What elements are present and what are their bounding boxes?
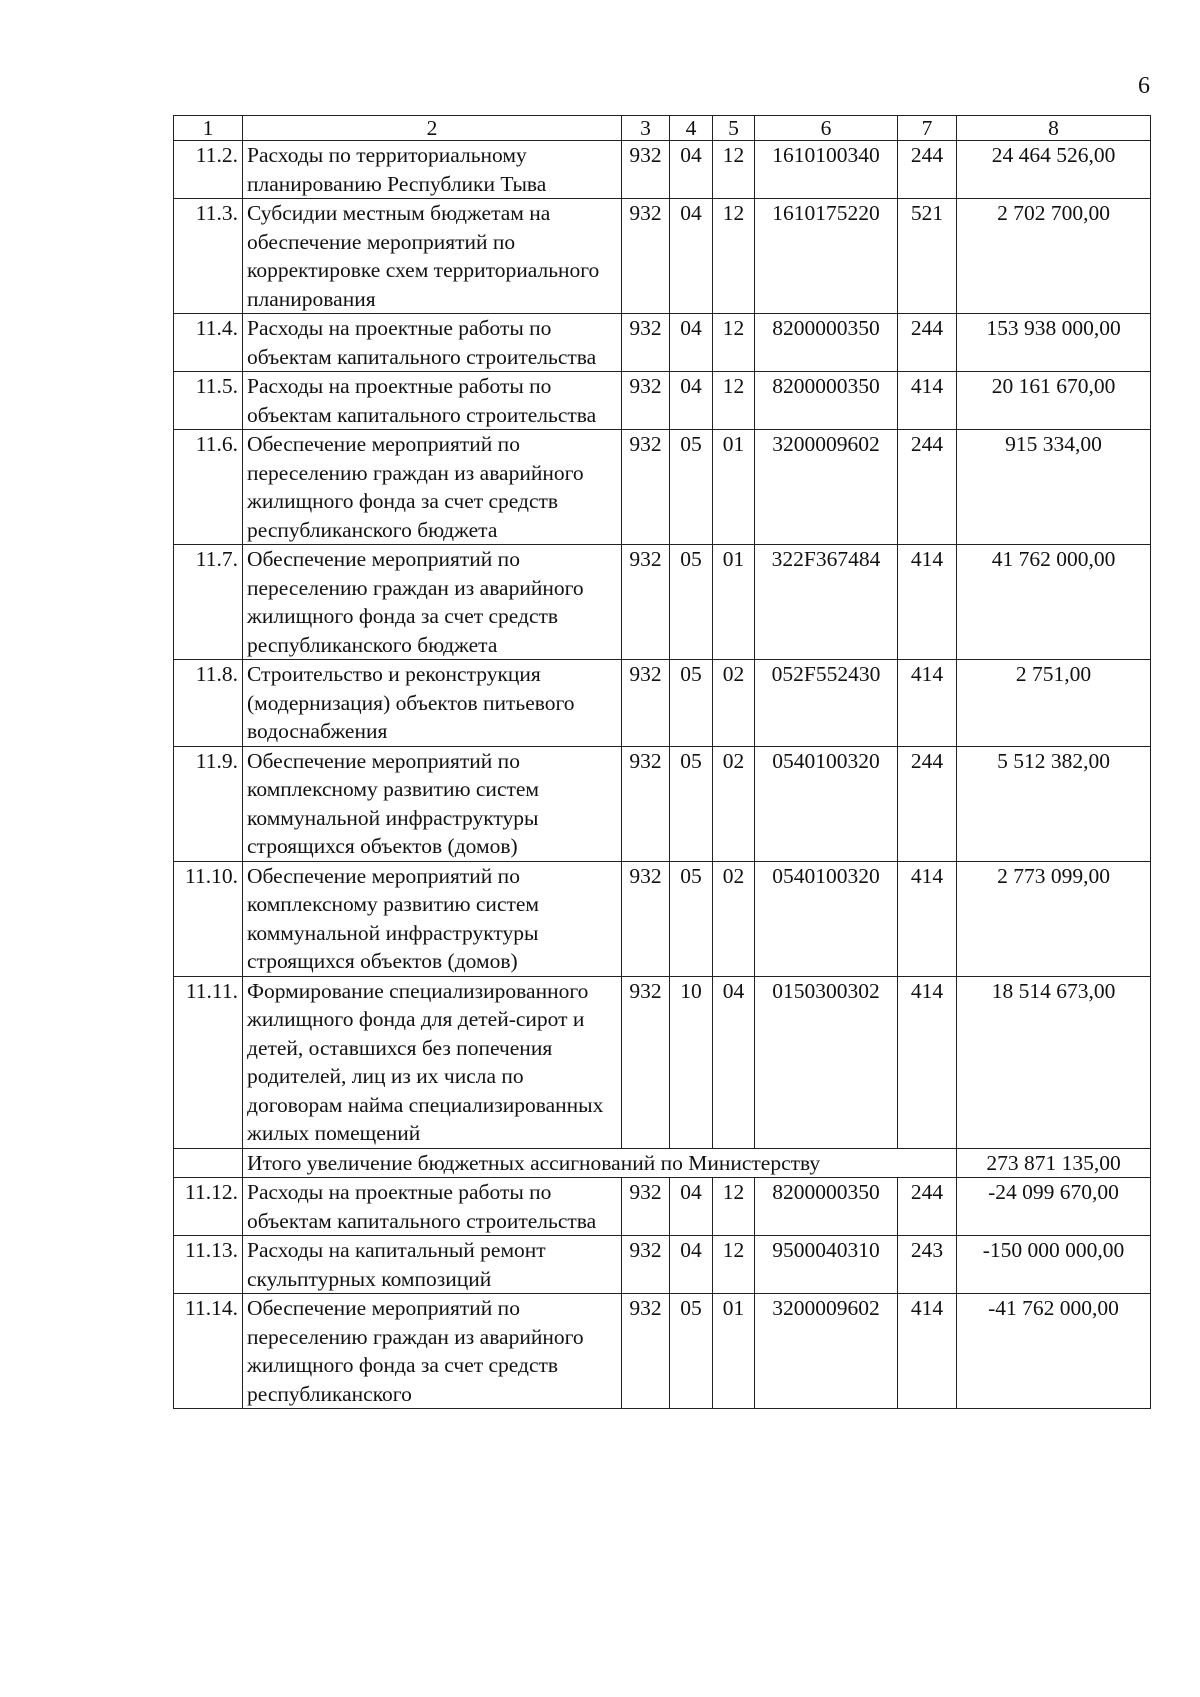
row-number: 11.10.: [174, 861, 243, 976]
target-article-code: 9500040310: [755, 1236, 898, 1294]
table-row: [174, 1178, 1151, 1236]
table-row: [174, 976, 1151, 1148]
expense-type-code: 243: [898, 1236, 957, 1294]
row-description: Расходы на проектные работы по объектам капитального строительства: [243, 372, 622, 430]
subsection-code: 12: [713, 314, 755, 372]
column-header: 2: [243, 116, 622, 141]
expense-type-code: 244: [898, 430, 957, 545]
ministry-code: 932: [622, 1178, 670, 1236]
row-number: 11.9.: [174, 746, 243, 861]
total-label: Итого увеличение бюджетных ассигнований по Министерству: [243, 1148, 957, 1178]
row-amount: 153 938 000,00: [957, 314, 1151, 372]
column-header: 5: [713, 116, 755, 141]
expense-type-code: 414: [898, 545, 957, 660]
expense-type-code: 414: [898, 1294, 957, 1409]
row-description: Расходы по территориальному планированию Республики Тыва: [243, 141, 622, 199]
table-row: [174, 545, 1151, 660]
row-description: Расходы на проектные работы по объектам капитального строительства: [243, 1178, 622, 1236]
table-row: [174, 660, 1151, 747]
section-code: 05: [670, 660, 713, 747]
row-description: Обеспечение мероприятий по комплексному развитию систем коммунальной инфраструктуры строящихся объектов (домов): [243, 746, 622, 861]
section-code: 05: [670, 746, 713, 861]
row-number: 11.12.: [174, 1178, 243, 1236]
section-code: 05: [670, 1294, 713, 1409]
section-code: 04: [670, 199, 713, 314]
subsection-code: 02: [713, 746, 755, 861]
row-number: 11.14.: [174, 1294, 243, 1409]
subsection-code: 02: [713, 660, 755, 747]
target-article-code: 0540100320: [755, 746, 898, 861]
row-amount: -41 762 000,00: [957, 1294, 1151, 1409]
row-number: 11.4.: [174, 314, 243, 372]
subsection-code: 01: [713, 545, 755, 660]
subsection-code: 01: [713, 1294, 755, 1409]
subsection-code: 12: [713, 141, 755, 199]
subsection-code: 12: [713, 1236, 755, 1294]
table-row: [174, 861, 1151, 976]
row-number: 11.5.: [174, 372, 243, 430]
ministry-code: 932: [622, 545, 670, 660]
ministry-code: 932: [622, 1294, 670, 1409]
row-description: Расходы на капитальный ремонт скульптурных композиций: [243, 1236, 622, 1294]
total-amount: 273 871 135,00: [957, 1148, 1151, 1178]
section-code: 05: [670, 861, 713, 976]
ministry-code: 932: [622, 199, 670, 314]
table-row: [174, 372, 1151, 430]
table-row: [174, 746, 1151, 861]
table-row: [174, 199, 1151, 314]
ministry-code: 932: [622, 861, 670, 976]
target-article-code: 3200009602: [755, 430, 898, 545]
row-amount: 24 464 526,00: [957, 141, 1151, 199]
target-article-code: 322F367484: [755, 545, 898, 660]
table-row: [174, 430, 1151, 545]
row-description: Расходы на проектные работы по объектам капитального строительства: [243, 314, 622, 372]
target-article-code: 8200000350: [755, 372, 898, 430]
column-header: 3: [622, 116, 670, 141]
section-code: 04: [670, 141, 713, 199]
budget-allocation-table: [173, 115, 1151, 1409]
section-code: 04: [670, 372, 713, 430]
row-description: Субсидии местным бюджетам на обеспечение мероприятий по корректировке схем территориального планирования: [243, 199, 622, 314]
row-description: Формирование специализированного жилищного фонда для детей-сирот и детей, оставшихся без попечения родителей, лиц из их числа по договорам найма специализированных жилых помещений: [243, 976, 622, 1148]
expense-type-code: 414: [898, 660, 957, 747]
section-code: 04: [670, 1178, 713, 1236]
row-amount: 20 161 670,00: [957, 372, 1151, 430]
row-number: 11.6.: [174, 430, 243, 545]
expense-type-code: 244: [898, 746, 957, 861]
column-header: 4: [670, 116, 713, 141]
row-number: 11.2.: [174, 141, 243, 199]
row-amount: -150 000 000,00: [957, 1236, 1151, 1294]
row-amount: 18 514 673,00: [957, 976, 1151, 1148]
subsection-code: 12: [713, 199, 755, 314]
row-number: 11.7.: [174, 545, 243, 660]
expense-type-code: 414: [898, 372, 957, 430]
ministry-code: 932: [622, 314, 670, 372]
row-amount: 915 334,00: [957, 430, 1151, 545]
row-amount: 2 751,00: [957, 660, 1151, 747]
row-number: 11.11.: [174, 976, 243, 1148]
row-amount: 2 773 099,00: [957, 861, 1151, 976]
table-row: [174, 1236, 1151, 1294]
expense-type-code: 244: [898, 141, 957, 199]
ministry-code: 932: [622, 141, 670, 199]
table-row: [174, 314, 1151, 372]
column-number-header-row: [174, 116, 1151, 141]
row-amount: 5 512 382,00: [957, 746, 1151, 861]
target-article-code: 8200000350: [755, 314, 898, 372]
expense-type-code: 244: [898, 314, 957, 372]
row-amount: 2 702 700,00: [957, 199, 1151, 314]
expense-type-code: 244: [898, 1178, 957, 1236]
ministry-code: 932: [622, 746, 670, 861]
section-code: 10: [670, 976, 713, 1148]
row-description: Строительство и реконструкция (модернизация) объектов питьевого водоснабжения: [243, 660, 622, 747]
ministry-code: 932: [622, 372, 670, 430]
row-amount: 41 762 000,00: [957, 545, 1151, 660]
subsection-code: 04: [713, 976, 755, 1148]
row-description: Обеспечение мероприятий по комплексному развитию систем коммунальной инфраструктуры строящихся объектов (домов): [243, 861, 622, 976]
column-header: 1: [174, 116, 243, 141]
ministry-code: 932: [622, 1236, 670, 1294]
subsection-code: 12: [713, 372, 755, 430]
row-description: Обеспечение мероприятий по переселению граждан из аварийного жилищного фонда за счет средств республиканского бюджета: [243, 430, 622, 545]
row-description: Обеспечение мероприятий по переселению граждан из аварийного жилищного фонда за счет средств республиканского бюджета: [243, 545, 622, 660]
target-article-code: 3200009602: [755, 1294, 898, 1409]
subsection-code: 12: [713, 1178, 755, 1236]
ministry-code: 932: [622, 976, 670, 1148]
section-code: 04: [670, 314, 713, 372]
target-article-code: 1610100340: [755, 141, 898, 199]
total-row: [174, 1148, 1151, 1178]
ministry-code: 932: [622, 660, 670, 747]
row-number: 11.8.: [174, 660, 243, 747]
target-article-code: 0150300302: [755, 976, 898, 1148]
section-code: 05: [670, 545, 713, 660]
subsection-code: 01: [713, 430, 755, 545]
column-header: 8: [957, 116, 1151, 141]
expense-type-code: 414: [898, 976, 957, 1148]
table-row: [174, 1294, 1151, 1409]
column-header: 7: [898, 116, 957, 141]
target-article-code: 052F552430: [755, 660, 898, 747]
section-code: 04: [670, 1236, 713, 1294]
page-number: 6: [1138, 73, 1150, 99]
target-article-code: 8200000350: [755, 1178, 898, 1236]
expense-type-code: 521: [898, 199, 957, 314]
column-header: 6: [755, 116, 898, 141]
section-code: 05: [670, 430, 713, 545]
total-row-number-cell: [174, 1148, 243, 1178]
row-amount: -24 099 670,00: [957, 1178, 1151, 1236]
expense-type-code: 414: [898, 861, 957, 976]
row-number: 11.13.: [174, 1236, 243, 1294]
table-row: [174, 141, 1151, 199]
row-number: 11.3.: [174, 199, 243, 314]
ministry-code: 932: [622, 430, 670, 545]
subsection-code: 02: [713, 861, 755, 976]
row-description: Обеспечение мероприятий по переселению граждан из аварийного жилищного фонда за счет средств республиканского: [243, 1294, 622, 1409]
target-article-code: 0540100320: [755, 861, 898, 976]
target-article-code: 1610175220: [755, 199, 898, 314]
